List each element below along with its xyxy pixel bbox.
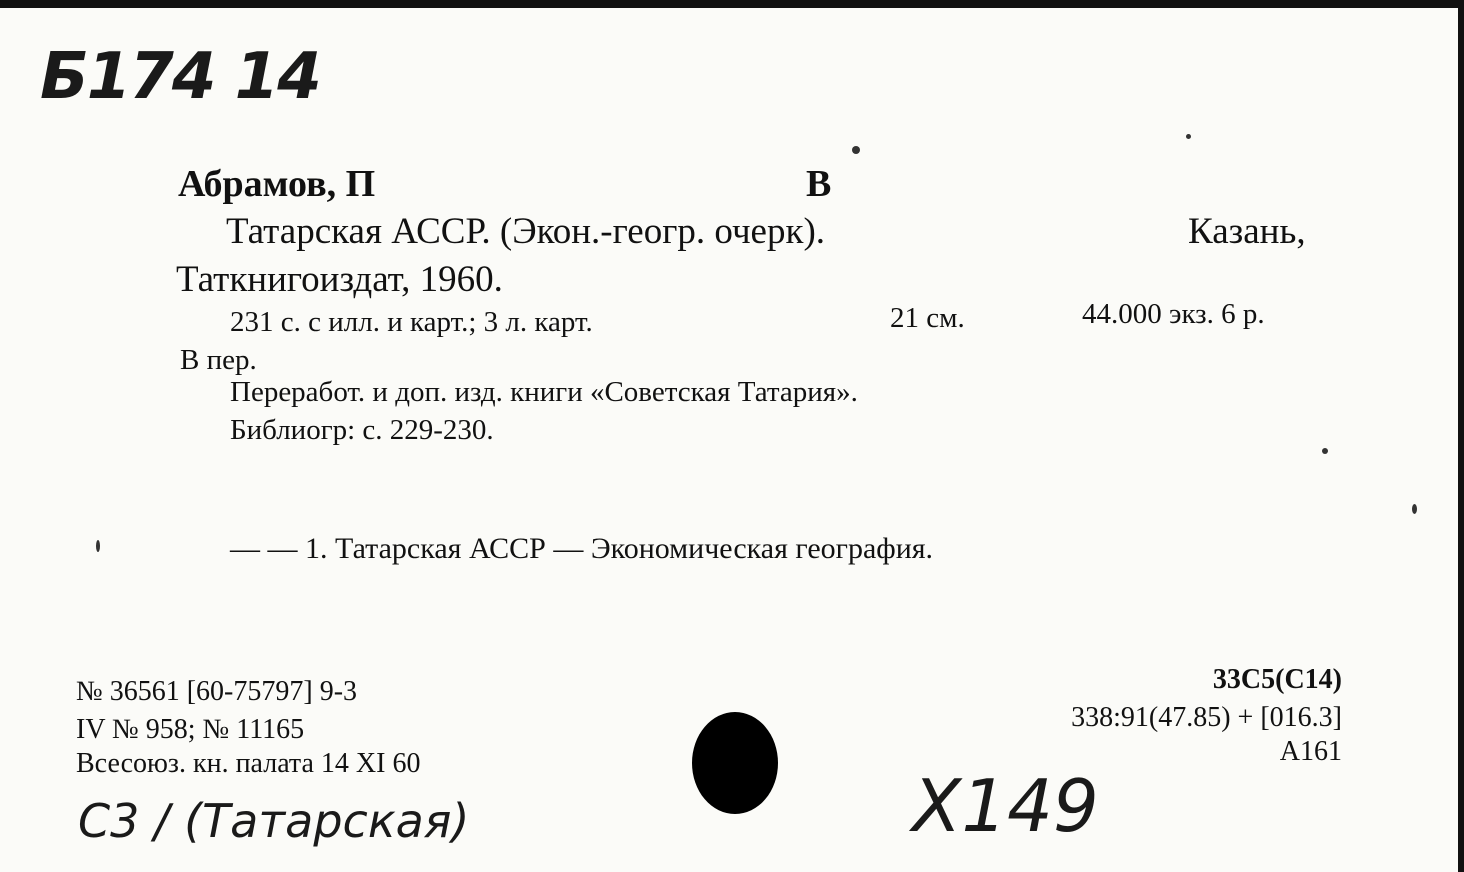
collation-pages: 231 с. с илл. и карт.; 3 л. карт. (230, 306, 593, 338)
shelfmark: Б174 14 (40, 40, 320, 114)
classification-code: 33С5(С14) (1212, 664, 1342, 695)
publisher-year: Таткнигоиздат, 1960. (176, 259, 503, 300)
place: Казань, (1188, 211, 1306, 252)
handwritten-location: С3 / (Татарская) (78, 794, 470, 848)
registry-chamber: Всесоюз. кн. палата 14 XI 60 (76, 748, 421, 779)
author-mark: А161 (1279, 736, 1342, 767)
note-bibliography: Библиогр: с. 229-230. (230, 414, 494, 446)
speck (852, 146, 860, 154)
print-run: 44.000 экз. 6 р. (1082, 298, 1265, 330)
subject-heading: — — 1. Татарская АССР — Экономическая география. (230, 532, 934, 565)
speck (1412, 504, 1417, 514)
card-right-edge (1458, 0, 1464, 872)
collation-size: 21 см. (890, 302, 965, 334)
card-top-edge (0, 0, 1464, 8)
udc-code: 338:91(47.85) + [016.3] (1071, 702, 1342, 733)
registry-issue: IV № 958; № 11165 (76, 714, 305, 745)
handwritten-number: Х149 (912, 764, 1099, 848)
author-initial: В (806, 163, 832, 205)
speck (1322, 448, 1328, 454)
punch-hole (692, 712, 778, 814)
note-edition: Переработ. и доп. изд. книги «Советская Татария». (230, 376, 858, 408)
title-line: Татарская АССР. (Экон.-геогр. очерк). (226, 211, 826, 252)
registry-number: № 36561 [60-75797] 9-3 (76, 676, 358, 707)
speck (96, 540, 100, 552)
binding: В пер. (180, 344, 257, 376)
speck (1186, 134, 1191, 139)
author-name: Абрамов, П (178, 163, 376, 205)
